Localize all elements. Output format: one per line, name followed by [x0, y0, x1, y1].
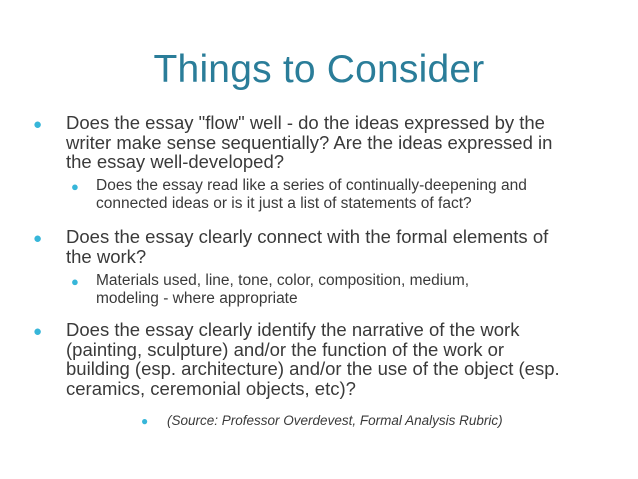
bullet-text: [66, 320, 560, 398]
bullet-text: [96, 272, 469, 308]
text-line: the work?: [66, 245, 147, 267]
bullet-icon: ●: [33, 323, 43, 340]
text-line: building (esp. architecture) and/or the use of the object (esp.: [66, 358, 560, 379]
text-line: writer make sense sequentially? Are the ideas expressed in: [66, 131, 553, 153]
text-line: Does the essay read like a series of continually-deepening and: [96, 177, 527, 194]
bullet-icon: ●: [33, 230, 43, 247]
bullet-text: [66, 227, 548, 266]
text-line: Materials used, line, tone, color, composition, medium,: [96, 272, 470, 289]
bullet-text: [96, 177, 527, 213]
source-text: (Source: Professor Overdevest, Formal Analysis Rubric): [167, 413, 503, 428]
text-line: Does the essay "flow" well - do the ideas expressed by the: [66, 112, 545, 133]
text-line: (painting, sculpture) and/or the function of the work or: [66, 338, 505, 360]
text-line: the essay well-developed?: [66, 151, 285, 172]
text-line: connected ideas or is it just a list of statements of fact?: [96, 195, 472, 212]
text-line: Does the essay clearly identify the narrative of the work: [66, 319, 520, 340]
text-line: ceramics, ceremonial objects, etc)?: [66, 377, 356, 399]
bullet-icon: ●: [71, 274, 79, 289]
text-line: modeling - where appropriate: [96, 290, 298, 307]
slide-title: Things to Consider: [153, 48, 485, 91]
text-line: Does the essay clearly connect with the formal elements of: [66, 226, 549, 247]
bullet-icon: ●: [71, 179, 79, 194]
bullet-icon: ●: [33, 116, 43, 133]
bullet-icon: ●: [141, 414, 149, 428]
bullet-text: [66, 113, 552, 172]
